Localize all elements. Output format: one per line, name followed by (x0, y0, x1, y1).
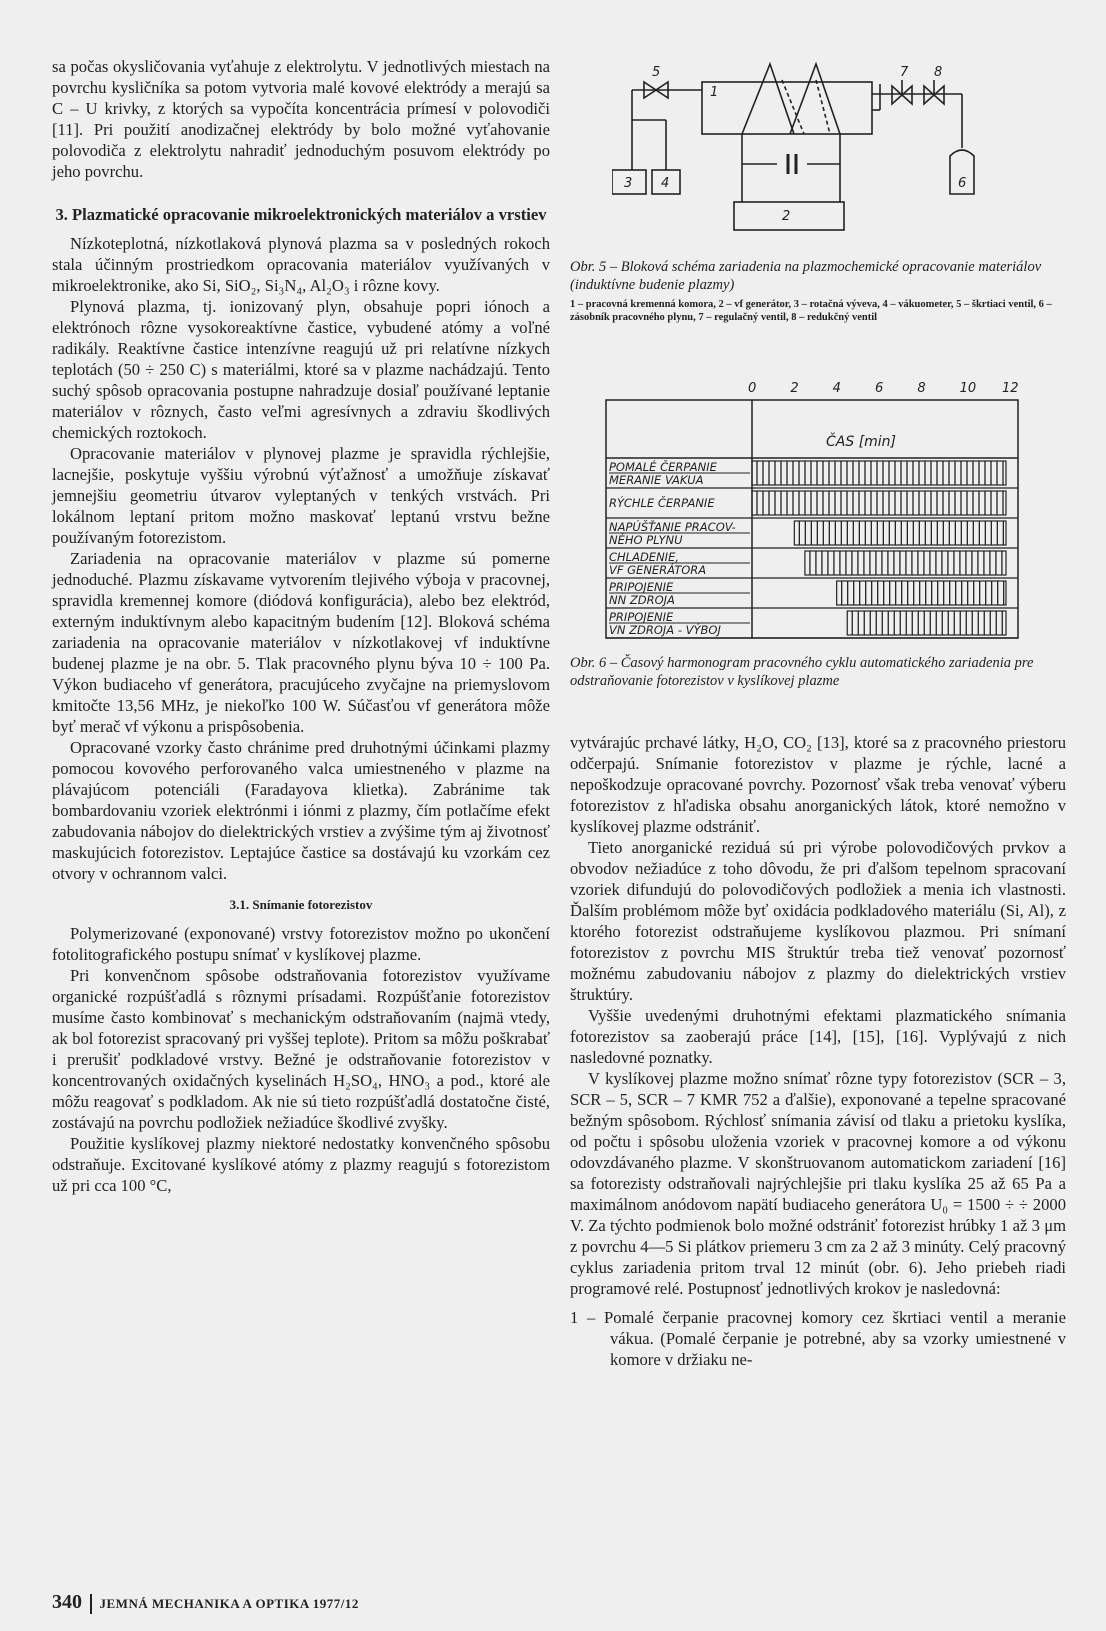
label-4: 4 (661, 176, 670, 191)
axis-tick-label: 10 (959, 381, 977, 396)
schedule-row (606, 550, 1018, 578)
label-3: 3 (624, 176, 633, 191)
paragraph: Nízkoteplotná, nízkotlaková plynová plazma sa v posledných rokoch stala účinným prostriedkom opracovania materiálov využívaných v mikroelektronike, ako Si, SiO₂, Si₃N₄, Al₂O₃ i rôzne kovy. (52, 234, 550, 295)
paragraph: sa počas okysličovania vyťahuje z elektrolytu. V jednotlivých miestach na povrchu kysličníka sa potom vytvoria malé kovové elektródy a merajú sa C – U krivky, z ktorých sa vypočíta koncentrácia prímesí v polovodiči [11]. Pri použití anodizačnej elektródy by bolo možné vyťahovanie polovodiča z elektrolytu nahradiť jednoduchým posuvom elektródy po jeho povrchu. (52, 57, 550, 181)
paragraph: Vyššie uvedenými druhotnými efektami plazmatického snímania fotorezistov sa zaoberajú práce [14], [15], [16]. Vyplývajú z nich nasledovné poznatky. (570, 1006, 1066, 1067)
schedule-row (606, 580, 1018, 608)
paragraph: Použitie kyslíkovej plazmy niektoré nedostatky konvenčného spôsobu odstraňuje. Excitované kyslíkové atómy z plazmy reagujú s fotorezistom už pri cca 100 °C, (52, 1134, 550, 1195)
axis-tick-label: 6 (875, 381, 884, 396)
figure-6-chart (600, 376, 1026, 640)
paragraph: Zariadenia na opracovanie materiálov v plazme sú pomerne jednoduché. Plazmu získavame vytvorením tlejivého výboja v pracovnej, spravidla kremennej komore (diódová konfigurácia), alebo bez elektród, externým induktívnym alebo kapacitným budením [12]. Bloková schéma zariadenia na opracovanie materiálov v nízkotlakovej vf induktívne budenej plazme je na obr. 5. Tlak pracovného plynu býva 10 ÷ 100 Pa. Výkon budiaceho vf generátora, pracujúceho zvyčajne na priemyslovom kmitočte 13,56 MHz, je niekoľko 100 W. Súčasťou vf generátora môže byť merač vf výkonu a prispôsobenia. (52, 549, 550, 736)
coil-right (790, 64, 840, 134)
schedule-bar (794, 521, 1006, 545)
coil-left (742, 64, 794, 134)
schedule-bar (847, 611, 1006, 635)
axis-tick-label: 4 (832, 381, 841, 396)
axis-tick-label: 8 (917, 381, 926, 396)
schedule-bar (837, 581, 1006, 605)
subsection-title: 3.1. Snímanie fotorezistov (229, 897, 373, 912)
axis-label: ČAS [min] (826, 434, 897, 450)
row-label: NN ZDROJA (609, 593, 675, 607)
paragraph: Tieto anorganické reziduá sú pri výrobe polovodičových prvkov a obvodov nežiadúce z toho dôvodu, že pri ďalšom tepelnom spracovaní vzoriek difundujú do polovodičových podložiek a menia ich vlastnosti. Ďalším problémom môže byť oxidácia podkladového materiálu (Si, Al), z ktorého fotorezist odstraňujeme kyslíkovou plazmou. Pri snímaní fotorezistov z povrchu MIS štruktúr treba tiež venovať pozornosť možnému zabudovaniu nábojov z plazmy do dielektrických vrstiev štruktúry. (570, 838, 1066, 1004)
right-column (570, 732, 1066, 1370)
row-label: PRIPOJENIE (609, 610, 674, 624)
figure-5-legend: 1 – pracovná kremenná komora, 2 – vf generátor, 3 – rotačná výveva, 4 – vákuometer, 5 – škrtiaci ventil, 6 – zásobník pracovného plynu, 7 – regulačný ventil, 8 – redukčný ventil (570, 299, 1052, 323)
journal-name: JEMNÁ MECHANIKA A OPTIKA 1977/12 (99, 1596, 359, 1611)
axis-tick-label: 2 (790, 381, 799, 396)
paragraph: Pri konvenčnom spôsobe odstraňovania fotorezistov využívame organické rozpúšťadlá s rôznymi prísadami. Rozpúšťanie fotorezistov musíme často kombinovať s mechanickým odstraňovaním (najmä vtedy, ak bol fotorezist spracovaný pri vyššej teplote). Pritom sa môžu poškrabať i prerušiť podkladové vrstvy. Bežné je odstraňovanie fotorezistov v koncentrovaných oxidačných kyselinách H₂SO₄, HNO₃ a pod., ktoré ale môžu reagovať s podkladom. Ak nie sú tieto rozpúšťadlá dostatočne čisté, zostávajú na povrchu podložiek nežiadúce škodlivé zvyšky. (52, 966, 550, 1132)
label-8: 8 (934, 65, 943, 80)
time-schedule-chart (600, 376, 1026, 640)
label-5: 5 (652, 65, 661, 80)
row-label: MERANIE VAKUA (609, 473, 704, 487)
figure-5-diagram (612, 60, 1020, 242)
left-column (52, 56, 550, 1196)
figure-5-caption: Obr. 5 – Bloková schéma zariadenia na plazmochemické opracovanie materiálov (induktívne budenie plazmy) (570, 259, 1042, 293)
list-item: 1 – Pomalé čerpanie pracovnej komory cez škrtiaci ventil a meranie vákua. (Pomalé čerpanie je potrebné, aby sa vzorky umiestnené v komore v držiaku ne- (570, 1308, 1066, 1369)
paragraph: V kyslíkovej plazme možno snímať rôzne typy fotorezistov (SCR – 3, SCR – 5, SCR – 7 KMR 752 a ďalšie), exponované a tepelne spracované bežným spôsobom. Rýchlosť snímania závisí od tlaku a prietoku kyslíka, od počtu i spôsobu uloženia vzoriek v pracovnej komore a od výkonu odovzdávaného plazme. V skonštruovanom automatickom zariadení [16] sa fotorezisty odstraňovali najrýchlejšie pri tlaku kyslíka 25 až 65 Pa a maximálnom anódovom napätí budiaceho generátora U₀ = 1500 ÷ ÷ 2000 V. Za týchto podmienok bolo možné odstrániť fotorezist hrúbky 1 až 3 μm z povrchu 4—5 Si plátkov priemeru 3 cm za 2 až 3 minúty. Celý pracovný cyklus zariadenia pritom trval 12 minút (obr. 6). Jeho priebeh riadi programové relé. Postupnosť jednotlivých krokov je nasledovná: (570, 1069, 1066, 1298)
schedule-row (606, 491, 1018, 518)
schedule-row (606, 459, 1018, 488)
page-number: 340 (52, 1591, 82, 1613)
row-label: RÝCHLE ČERPANIE (609, 496, 715, 510)
label-6: 6 (958, 176, 967, 191)
chamber-box (702, 82, 872, 134)
figure-5-caption-block (570, 258, 1066, 324)
schedule-row (606, 519, 1018, 548)
row-label: VF GENERÁTORA (609, 563, 707, 577)
row-label: CHLADENIE, (609, 550, 679, 564)
figure-6-caption: Obr. 6 – Časový harmonogram pracovného cyklu automatického zariadenia pre odstraňovanie fotorezistov v kyslíkovej plazme (570, 655, 1034, 689)
schedule-bar (752, 461, 1006, 485)
block-diagram (612, 60, 1020, 242)
paragraph: Opracované vzorky často chránime pred druhotnými účinkami plazmy pomocou kovového perforovaného valca umiestneného v plazme na plávajúcom potenciáli (Faradayova klietka). Zabránime tak bombardovaniu vzoriek elektrónmi i iónmi z plazmy, čím potlačíme efekt zabudovania nábojov do dielektrických vrstiev a zvýšime tým aj životnosť maskujúcich fotorezistov. Leptajúce častice sa dostávajú ku vzorkám cez otvory v ochrannom valci. (52, 738, 550, 883)
paragraph: Opracovanie materiálov v plynovej plazme je spravidla rýchlejšie, lacnejšie, poskytuje vyššiu výrobnú výťažnosť a umožňuje získavať jemnejšiu geometriu útvarov vyleptaných v tenkých vrstvách. Pri lokálnom leptaní pritom možno maskovať leptanú vrstvu bežne používaným fotorezistom. (52, 444, 550, 547)
label-2: 2 (782, 209, 791, 224)
axis-tick-label: 0 (748, 381, 757, 396)
paragraph: vytvárajúc prchavé látky, H₂O, CO₂ [13], ktoré sa z pracovného priestoru odčerpajú. Snímanie fotorezistov v plazme je rýchle, lacné a nepoškodzuje opracované povrchy. Pozornosť však treba venovať výberu fotorezistov z hľadiska obsahu anorganických látok, ktoré nemožno v kyslíkovej plazme odstrániť. (570, 733, 1066, 836)
axis-tick-label: 12 (1002, 381, 1019, 396)
schedule-bar (752, 491, 1006, 515)
label-7: 7 (900, 65, 909, 80)
label-1: 1 (710, 85, 719, 100)
paragraph: Plynová plazma, tj. ionizovaný plyn, obsahuje popri iónoch a elektrónoch rôzne vysokoreaktívne častice, vybudené atómy a voľné radikály. Reaktívne častice intenzívne reagujú už pri relatívne nízkych teplotách (50 ÷ 250 C) s materiálmi, ktoré sa v plazme nachádzajú. Tento suchý spôsob opracovania postupne nahradzuje dosiaľ používané leptanie materiálov v rôznych, často veľmi agresívnych a zdraviu škodlivých chemických roztokoch. (52, 297, 550, 442)
figure-6-caption-block (570, 654, 1066, 690)
section-title: 3. Plazmatické opracovanie mikroelektronických materiálov a vrstiev (55, 205, 547, 224)
schedule-row (606, 610, 1018, 638)
row-label: NAPÚŠŤANIE PRACOV- (609, 520, 736, 534)
page-footer (52, 1591, 359, 1614)
row-label: POMALÉ ČERPANIE (609, 460, 717, 474)
row-label: PRIPOJENIE (609, 580, 674, 594)
row-label: NÉHO PLYNU (609, 533, 683, 547)
footer-divider (90, 1594, 92, 1614)
row-label: VN ZDROJA - VÝBOJ (609, 623, 721, 637)
paragraph: Polymerizované (exponované) vrstvy fotorezistov možno po ukončení fotolitografického postupu snímať v kyslíkovej plazme. (52, 924, 550, 964)
